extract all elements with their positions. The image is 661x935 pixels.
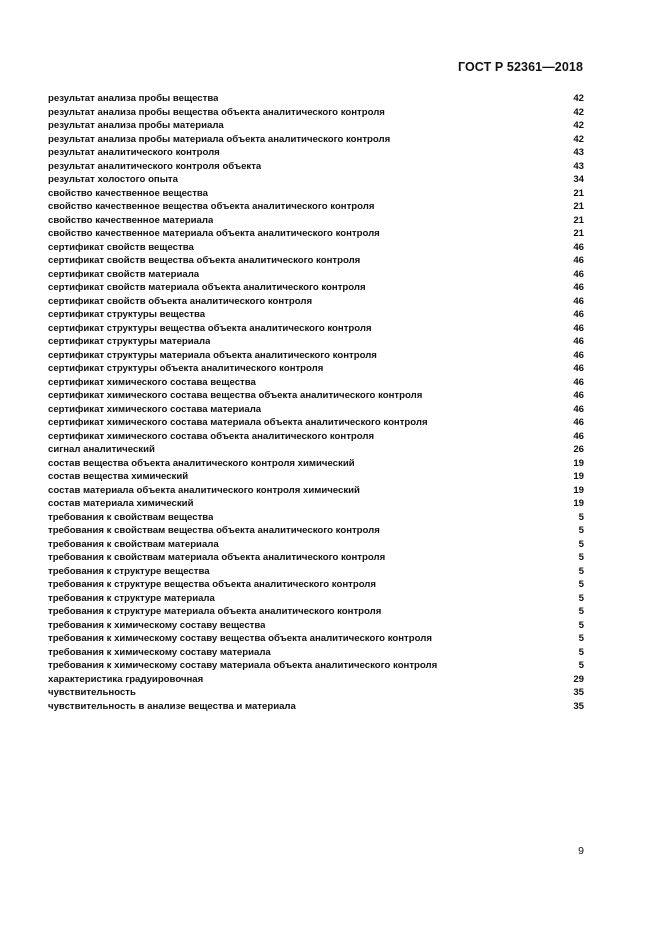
index-page-ref: 5 — [578, 565, 584, 577]
index-page-ref: 42 — [573, 120, 584, 131]
index-term: результат анализа пробы вещества объекта аналитического контроля — [48, 106, 385, 118]
index-entry — [48, 187, 584, 201]
index-page-ref: 21 — [573, 214, 584, 226]
index-entry — [48, 646, 584, 660]
index-entry — [48, 200, 584, 214]
index-entry — [48, 497, 584, 511]
index-entry — [48, 106, 584, 120]
index-term: требования к химическому составу материала — [48, 646, 271, 658]
index-entry — [48, 133, 584, 147]
index-term: сертификат свойств вещества — [48, 241, 194, 253]
index-page-ref: 42 — [573, 93, 584, 104]
index-term: требования к химическому составу вещества объекта аналитического контроля — [48, 633, 432, 644]
index-entry — [48, 578, 584, 592]
index-page-ref: 26 — [573, 444, 584, 455]
index-entry — [48, 160, 584, 174]
index-term: требования к структуре вещества объекта аналитического контроля — [48, 579, 377, 590]
index-page-ref: 5 — [578, 660, 584, 671]
index-entry — [48, 376, 584, 390]
index-page-ref: 46 — [573, 349, 584, 361]
index-page-ref: 46 — [573, 255, 584, 266]
index-term: сертификат свойств объекта аналитического контроля — [48, 295, 313, 307]
index-term: сертификат химического состава вещества объекта аналитического контроля — [48, 390, 423, 401]
index-term: характеристика градуировочная — [48, 673, 204, 685]
index-page-ref: 46 — [573, 295, 584, 307]
document-header: ГОСТ Р 52361—2018 — [457, 60, 583, 74]
index-term: сертификат структуры материала — [48, 336, 211, 347]
index-term: состав вещества химический — [48, 471, 189, 482]
index-page-ref: 5 — [578, 552, 584, 563]
index-term: требования к свойствам вещества — [48, 511, 214, 523]
index-entry — [48, 511, 584, 525]
index-entry — [48, 241, 584, 255]
index-entry — [48, 295, 584, 309]
index-entry — [48, 524, 584, 538]
index-page-ref: 46 — [573, 376, 584, 388]
index-term: сертификат химического состава вещества — [48, 376, 256, 388]
index-entry — [48, 362, 584, 376]
index-page-ref: 19 — [573, 471, 584, 482]
index-term: сертификат свойств материала — [48, 268, 200, 280]
index-term: результат анализа пробы материала — [48, 120, 224, 131]
index-entry — [48, 119, 584, 133]
index-entry — [48, 605, 584, 619]
index-term: требования к структуре материала объекта аналитического контроля — [48, 606, 382, 617]
index-term: результат холостого опыта — [48, 174, 178, 185]
index-term: требования к структуре вещества — [48, 565, 210, 577]
index-page-ref: 46 — [573, 363, 584, 374]
index-term: состав вещества объекта аналитического контроля химический — [48, 457, 355, 469]
index-entry — [48, 349, 584, 363]
index-page-ref: 5 — [578, 619, 584, 631]
index-page-ref: 21 — [573, 201, 584, 212]
index-page-ref: 21 — [573, 187, 584, 199]
index-term: результат анализа пробы материала объекта аналитического контроля — [48, 133, 391, 145]
index-entry — [48, 592, 584, 606]
index-entry — [48, 389, 584, 403]
index-entry — [48, 173, 584, 187]
index-term: состав материала химический — [48, 498, 194, 509]
index-term: свойство качественное вещества объекта аналитического контроля — [48, 201, 375, 212]
index-entry — [48, 619, 584, 633]
index-term: требования к свойствам материала объекта аналитического контроля — [48, 552, 386, 563]
index-term: свойство качественное вещества — [48, 187, 209, 199]
index-entry — [48, 254, 584, 268]
index-page-ref: 46 — [573, 390, 584, 401]
index-entry — [48, 308, 584, 322]
subject-index-list — [48, 92, 584, 713]
index-term: сертификат структуры материала объекта аналитического контроля — [48, 349, 377, 361]
index-term: результат анализа пробы вещества — [48, 93, 219, 104]
index-entry — [48, 457, 584, 471]
index-term: требования к свойствам вещества объекта аналитического контроля — [48, 525, 380, 536]
index-entry — [48, 632, 584, 646]
index-term: свойство качественное материала — [48, 214, 214, 226]
index-entry — [48, 443, 584, 457]
index-page-ref: 43 — [573, 147, 584, 158]
index-page-ref: 46 — [573, 322, 584, 334]
index-page-ref: 5 — [578, 525, 584, 536]
index-page-ref: 5 — [578, 592, 584, 604]
index-entry — [48, 484, 584, 498]
index-page-ref: 29 — [573, 673, 584, 685]
index-entry — [48, 700, 584, 714]
index-term: чувствительность — [48, 687, 136, 698]
index-page-ref: 5 — [578, 538, 584, 550]
index-page-ref: 5 — [578, 606, 584, 617]
index-page-ref: 19 — [573, 484, 584, 496]
index-term: свойство качественное материала объекта аналитического контроля — [48, 228, 380, 239]
index-term: сертификат структуры вещества объекта аналитического контроля — [48, 322, 372, 334]
index-entry — [48, 322, 584, 336]
index-entry — [48, 416, 584, 430]
index-term: сертификат свойств материала объекта аналитического контроля — [48, 282, 366, 293]
index-term: требования к структуре материала — [48, 592, 215, 604]
index-term: сертификат структуры вещества — [48, 309, 206, 320]
index-entry — [48, 281, 584, 295]
index-entry — [48, 673, 584, 687]
index-term: требования к химическому составу материала объекта аналитического контроля — [48, 660, 438, 671]
index-term: сертификат химического состава материала объекта аналитического контроля — [48, 417, 428, 428]
index-entry — [48, 92, 584, 106]
index-page-ref: 46 — [573, 282, 584, 293]
index-page-ref: 46 — [573, 336, 584, 347]
index-term: сигнал аналитический — [48, 444, 155, 455]
index-entry — [48, 335, 584, 349]
index-page-ref: 5 — [578, 579, 584, 590]
index-entry — [48, 227, 584, 241]
index-term: требования к свойствам материала — [48, 538, 219, 550]
index-term: результат аналитического контроля объекта — [48, 160, 262, 172]
index-term: чувствительность в анализе вещества и материала — [48, 700, 296, 712]
index-page-ref: 5 — [578, 633, 584, 644]
index-page-ref: 43 — [573, 160, 584, 172]
index-page-ref: 46 — [573, 309, 584, 320]
index-term: сертификат структуры объекта аналитического контроля — [48, 363, 324, 374]
index-term: сертификат химического состава объекта аналитического контроля — [48, 430, 375, 442]
index-page-ref: 46 — [573, 417, 584, 428]
page-number: 9 — [578, 845, 584, 857]
index-page-ref: 35 — [573, 700, 584, 712]
index-entry — [48, 430, 584, 444]
index-entry — [48, 403, 584, 417]
index-term: требования к химическому составу вещества — [48, 619, 266, 631]
index-page-ref: 5 — [578, 511, 584, 523]
index-term: сертификат свойств вещества объекта аналитического контроля — [48, 255, 361, 266]
index-page-ref: 21 — [573, 228, 584, 239]
index-entry — [48, 551, 584, 565]
index-entry — [48, 268, 584, 282]
index-page-ref: 46 — [573, 241, 584, 253]
index-page-ref: 46 — [573, 403, 584, 415]
index-page-ref: 46 — [573, 268, 584, 280]
index-term: состав материала объекта аналитического контроля химический — [48, 484, 360, 496]
index-page-ref: 5 — [578, 646, 584, 658]
index-term: результат аналитического контроля — [48, 147, 220, 158]
index-entry — [48, 686, 584, 700]
index-page-ref: 35 — [573, 687, 584, 698]
index-entry — [48, 470, 584, 484]
index-page-ref: 42 — [573, 106, 584, 118]
index-entry — [48, 538, 584, 552]
index-page-ref: 19 — [573, 498, 584, 509]
index-entry — [48, 146, 584, 160]
index-page-ref: 34 — [573, 174, 584, 185]
index-page-ref: 19 — [573, 457, 584, 469]
index-entry — [48, 214, 584, 228]
index-entry — [48, 659, 584, 673]
index-page-ref: 46 — [573, 430, 584, 442]
index-entry — [48, 565, 584, 579]
index-term: сертификат химического состава материала — [48, 403, 262, 415]
index-page-ref: 42 — [573, 133, 584, 145]
